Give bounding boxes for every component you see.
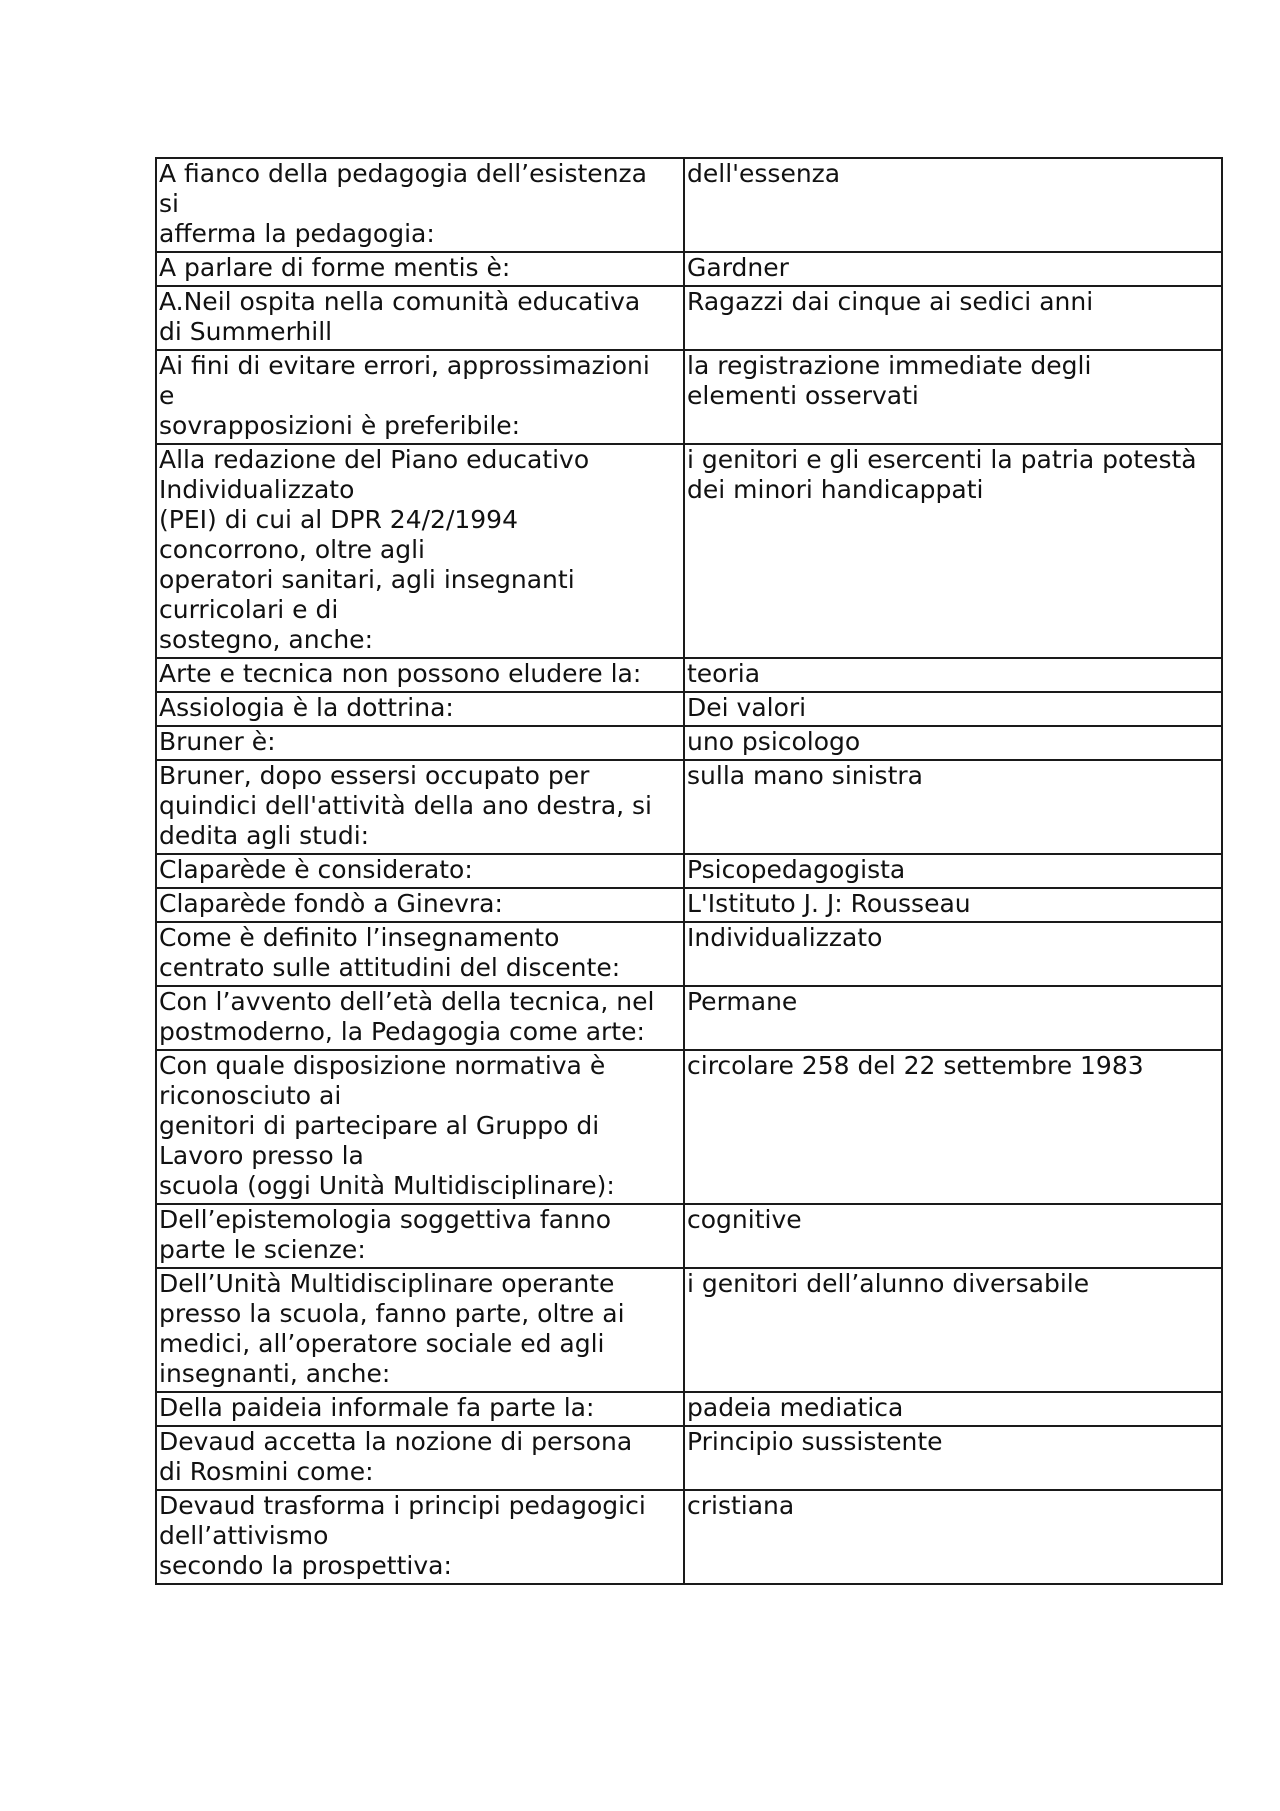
question-cell: Claparède è considerato: <box>156 854 684 888</box>
question-cell: Con quale disposizione normativa è riconosciuto ai genitori di partecipare al Gruppo di Lavoro presso la scuola (oggi Unità Multidisciplinare): <box>156 1050 684 1204</box>
answer-cell: Gardner <box>684 252 1222 286</box>
table-row <box>156 1268 1222 1392</box>
table-row <box>156 986 1222 1050</box>
question-cell: A parlare di forme mentis è: <box>156 252 684 286</box>
table-row <box>156 888 1222 922</box>
question-cell: Della paideia informale fa parte la: <box>156 1392 684 1426</box>
table-row <box>156 1426 1222 1490</box>
answer-cell: i genitori dell’alunno diversabile <box>684 1268 1222 1392</box>
question-cell: Alla redazione del Piano educativo Individualizzato (PEI) di cui al DPR 24/2/1994 concorrono, oltre agli operatori sanitari, agli insegnanti curricolari e di sostegno, anche: <box>156 444 684 658</box>
answer-cell: Individualizzato <box>684 922 1222 986</box>
question-cell: Claparède fondò a Ginevra: <box>156 888 684 922</box>
question-cell: A fianco della pedagogia dell’esistenza si afferma la pedagogia: <box>156 158 684 252</box>
table-row <box>156 252 1222 286</box>
qa-table <box>155 157 1223 1585</box>
table-row <box>156 922 1222 986</box>
question-cell: Dell’epistemologia soggettiva fanno parte le scienze: <box>156 1204 684 1268</box>
table-row <box>156 692 1222 726</box>
table-row <box>156 1392 1222 1426</box>
answer-cell: i genitori e gli esercenti la patria potestà dei minori handicappati <box>684 444 1222 658</box>
table-row <box>156 1490 1222 1584</box>
question-cell: Con l’avvento dell’età della tecnica, nel postmoderno, la Pedagogia come arte: <box>156 986 684 1050</box>
answer-cell: padeia mediatica <box>684 1392 1222 1426</box>
answer-cell: cognitive <box>684 1204 1222 1268</box>
table-row <box>156 760 1222 854</box>
question-cell: Bruner è: <box>156 726 684 760</box>
answer-cell: Dei valori <box>684 692 1222 726</box>
question-cell: Ai fini di evitare errori, approssimazioni e sovrapposizioni è preferibile: <box>156 350 684 444</box>
answer-cell: Ragazzi dai cinque ai sedici anni <box>684 286 1222 350</box>
question-cell: Come è definito l’insegnamento centrato sulle attitudini del discente: <box>156 922 684 986</box>
question-cell: A.Neil ospita nella comunità educativa di Summerhill <box>156 286 684 350</box>
answer-cell: Permane <box>684 986 1222 1050</box>
table-row <box>156 1050 1222 1204</box>
table-row <box>156 286 1222 350</box>
answer-cell: cristiana <box>684 1490 1222 1584</box>
question-cell: Devaud accetta la nozione di persona di Rosmini come: <box>156 1426 684 1490</box>
table-row <box>156 158 1222 252</box>
question-cell: Dell’Unità Multidisciplinare operante presso la scuola, fanno parte, oltre ai medici, all’operatore sociale ed agli insegnanti, anche: <box>156 1268 684 1392</box>
answer-cell: uno psicologo <box>684 726 1222 760</box>
answer-cell: Principio sussistente <box>684 1426 1222 1490</box>
table-row <box>156 350 1222 444</box>
question-cell: Arte e tecnica non possono eludere la: <box>156 658 684 692</box>
table-row <box>156 444 1222 658</box>
answer-cell: L'Istituto J. J: Rousseau <box>684 888 1222 922</box>
answer-cell: la registrazione immediate degli elementi osservati <box>684 350 1222 444</box>
answer-cell: circolare 258 del 22 settembre 1983 <box>684 1050 1222 1204</box>
question-cell: Assiologia è la dottrina: <box>156 692 684 726</box>
answer-cell: sulla mano sinistra <box>684 760 1222 854</box>
question-cell: Bruner, dopo essersi occupato per quindici dell'attività della ano destra, si dedita agli studi: <box>156 760 684 854</box>
answer-cell: dell'essenza <box>684 158 1222 252</box>
table-row <box>156 1204 1222 1268</box>
answer-cell: teoria <box>684 658 1222 692</box>
answer-cell: Psicopedagogista <box>684 854 1222 888</box>
table-row <box>156 726 1222 760</box>
question-cell: Devaud trasforma i principi pedagogici dell’attivismo secondo la prospettiva: <box>156 1490 684 1584</box>
table-row <box>156 658 1222 692</box>
table-row <box>156 854 1222 888</box>
